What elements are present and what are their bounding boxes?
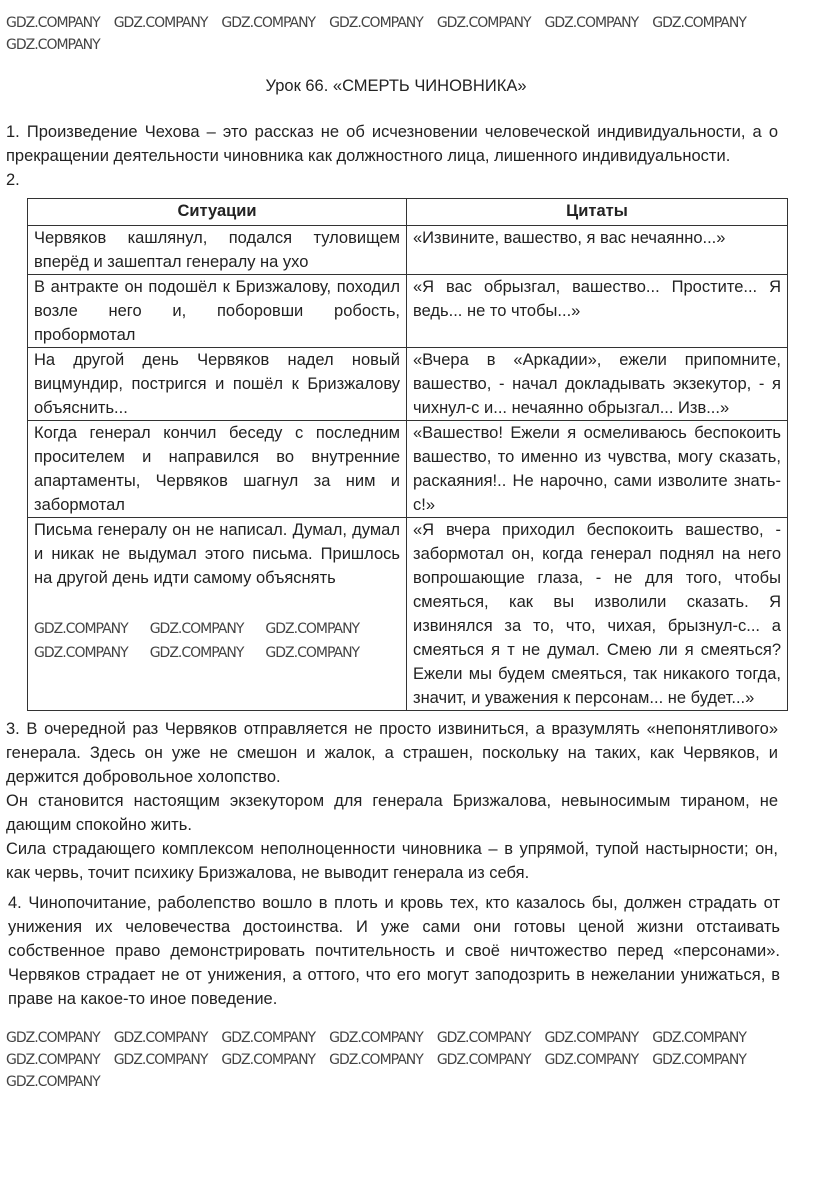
quote-cell: «Я вчера приходил беспокоить вашество, - забормотал он, когда генерал поднял на него вопрошающие глаза, - не для того, чтобы смеяться, как вы изволили сказать. Я извинялся за то, что, чихая, брызнул-с... а смеяться я т не думал. Смею ли я смеяться? Ежели мы будем смеяться, так никакого тогда, значит, и уважения к персонам... не будет...» (407, 518, 788, 711)
watermark: GDZ.COMPANY (34, 621, 128, 637)
situation-cell: Письма генералу он не написал. Думал, думал и никак не выдумал этого письма. Пришлось на другой день идти самому объяснять (34, 521, 400, 587)
situation-cell-with-watermarks (28, 518, 407, 711)
table-row (28, 226, 788, 275)
table-row (28, 421, 788, 518)
quote-cell: «Я вас обрызгал, вашество... Простите... Я ведь... не то чтобы...» (407, 275, 788, 348)
watermark: GDZ.COMPANY (329, 1052, 423, 1068)
column-header-situations: Ситуации (28, 199, 407, 226)
watermark: GDZ.COMPANY (6, 1030, 100, 1046)
watermark: GDZ.COMPANY (149, 621, 244, 637)
column-header-quotes: Цитаты (407, 199, 788, 226)
watermark: GDZ.COMPANY (329, 15, 423, 31)
situation-cell: Когда генерал кончил беседу с последним просителем и направился во внутренние апартаменты, Червяков шагнул за ним и забормотал (28, 421, 407, 518)
watermark: GDZ.COMPANY (436, 1030, 531, 1046)
section-1: 1. Произведение Чехова – это рассказ не об исчезновении человеческой индивидуальности, а о прекращении деятельности чиновника как должностного лица, лишенного индивидуальности. (6, 123, 778, 165)
quote-cell: «Вчера в «Аркадии», ежели припомните, вашество, - начал докладывать экзекутор, - я чихнул-с и... нечаянно обрызгал... Изв...» (407, 348, 788, 421)
section-3 (6, 717, 778, 885)
watermark: GDZ.COMPANY (6, 15, 100, 31)
section-3-paragraph: Он становится настоящим экзекутором для генерала Бризжалова, невыносимым тираном, не дающим спокойно жить. (6, 792, 778, 834)
watermark: GDZ.COMPANY (544, 1030, 639, 1046)
table-row (28, 348, 788, 421)
watermark: GDZ.COMPANY (544, 15, 639, 31)
watermark: GDZ.COMPANY (149, 645, 244, 661)
watermark-strip-bottom (6, 1029, 786, 1091)
watermark: GDZ.COMPANY (265, 645, 360, 661)
situations-quotes-table (27, 198, 788, 711)
situation-cell: Червяков кашлянул, подался туловищем вперёд и зашептал генералу на ухо (28, 226, 407, 275)
watermark: GDZ.COMPANY (113, 1052, 208, 1068)
watermark-strip-top (6, 14, 786, 68)
watermark: GDZ.COMPANY (221, 15, 316, 31)
quote-cell: «Вашество! Ежели я осмеливаюсь беспокоить вашество, то именно из чувства, могу сказать, раскаяния!.. Не нарочно, сами изволите знать-с!» (407, 421, 788, 518)
watermark: GDZ.COMPANY (544, 1052, 639, 1068)
watermark: GDZ.COMPANY (6, 1074, 100, 1090)
watermark: GDZ.COMPANY (113, 1030, 208, 1046)
situation-cell: На другой день Червяков надел новый вицмундир, постригся и пошёл к Бризжалову объяснить... (28, 348, 407, 421)
table-row (28, 518, 788, 711)
watermark: GDZ.COMPANY (221, 1030, 316, 1046)
watermark: GDZ.COMPANY (652, 1052, 746, 1068)
watermark: GDZ.COMPANY (34, 645, 128, 661)
quote-cell: «Извините, вашество, я вас нечаянно...» (407, 226, 788, 275)
table-header-row (28, 199, 788, 226)
watermark: GDZ.COMPANY (6, 37, 100, 53)
watermark: GDZ.COMPANY (113, 15, 208, 31)
watermark: GDZ.COMPANY (6, 1052, 100, 1068)
section-4: 4. Чинопочитание, раболепство вошло в плоть и кровь тех, кто казалось бы, должен страдать от унижения их человечества достоинства. И уже сами они готовы ценой жизни отстаивать собственное право демонстрировать почтительность и своё ничтожество перед «персонами». Червяков страдает не от унижения, а оттого, что его могут заподозрить в нежелании унижаться, в праве на какое-то иное поведение. (8, 894, 780, 1008)
watermark: GDZ.COMPANY (652, 15, 746, 31)
table-row (28, 275, 788, 348)
section-3-paragraph: 3. В очередной раз Червяков отправляется не просто извиниться, а вразумлять «непонятливого» генерала. Здесь он уже не смешон и жалок, а страшен, поскольку на таких, как Червяков, и держится добровольное холопство. (6, 720, 778, 786)
section-3-paragraph: Сила страдающего комплексом неполноценности чиновника – в упрямой, тупой настырности; он, как червь, точит психику Бризжалова, не выводит генерала из себя. (6, 840, 778, 882)
lesson-title: Урок 66. «СМЕРТЬ ЧИНОВНИКА» (265, 77, 527, 95)
watermark: GDZ.COMPANY (221, 1052, 316, 1068)
section-2-label: 2. (6, 171, 20, 189)
watermark: GDZ.COMPANY (436, 15, 531, 31)
situation-cell: В антракте он подошёл к Бризжалову, походил возле него и, поборовши робость, пробормотал (28, 275, 407, 348)
watermark: GDZ.COMPANY (265, 621, 360, 637)
watermark-group (34, 620, 400, 662)
watermark: GDZ.COMPANY (652, 1030, 746, 1046)
watermark: GDZ.COMPANY (436, 1052, 531, 1068)
watermark: GDZ.COMPANY (329, 1030, 423, 1046)
